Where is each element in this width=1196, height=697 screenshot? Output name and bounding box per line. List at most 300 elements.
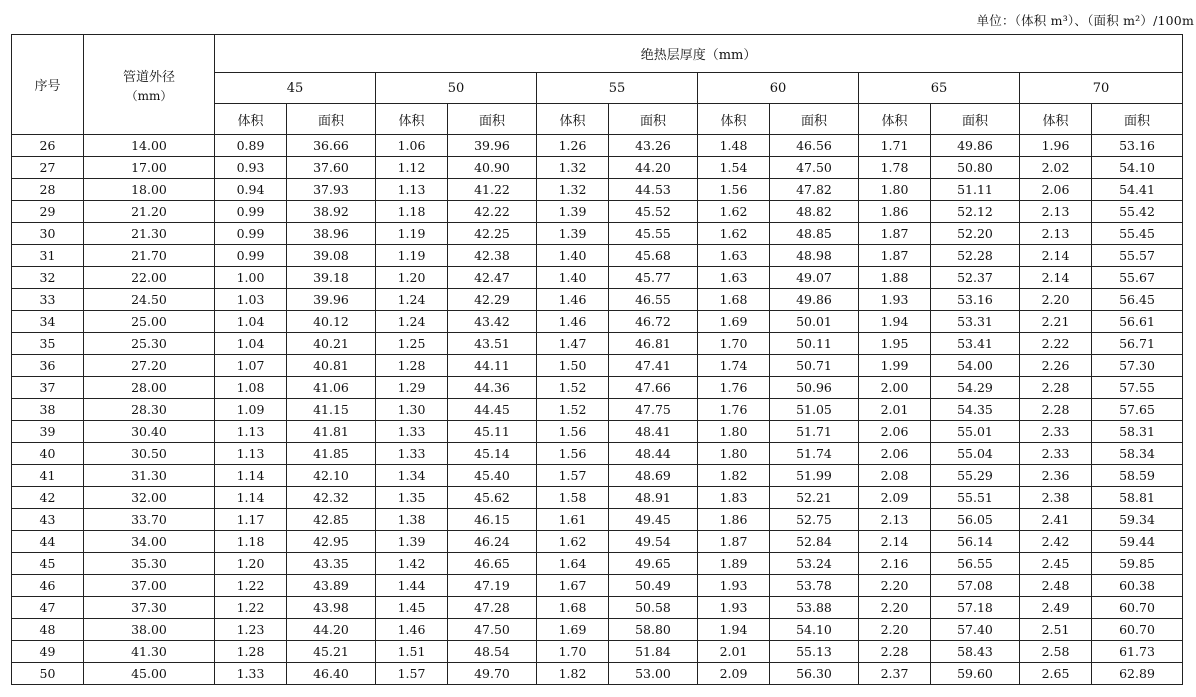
cell-area: 39.18	[287, 267, 376, 289]
cell-volume: 1.19	[376, 223, 448, 245]
cell-diameter: 30.40	[84, 421, 215, 443]
cell-area: 39.96	[448, 135, 537, 157]
cell-area: 45.40	[448, 465, 537, 487]
cell-volume: 1.56	[537, 443, 609, 465]
cell-index: 40	[12, 443, 84, 465]
cell-area: 57.40	[931, 619, 1020, 641]
cell-volume: 2.14	[859, 531, 931, 553]
cell-volume: 2.02	[1020, 157, 1092, 179]
cell-volume: 2.41	[1020, 509, 1092, 531]
header-thickness-value: 55	[537, 73, 698, 104]
cell-volume: 1.34	[376, 465, 448, 487]
cell-area: 46.40	[287, 663, 376, 685]
cell-volume: 1.76	[698, 377, 770, 399]
table-row	[12, 245, 1183, 267]
header-thickness-value: 60	[698, 73, 859, 104]
cell-volume: 1.45	[376, 597, 448, 619]
cell-area: 59.60	[931, 663, 1020, 685]
table-row	[12, 531, 1183, 553]
header-thickness-value: 45	[215, 73, 376, 104]
cell-volume: 1.12	[376, 157, 448, 179]
cell-index: 44	[12, 531, 84, 553]
table-row	[12, 223, 1183, 245]
cell-volume: 1.52	[537, 377, 609, 399]
cell-area: 40.21	[287, 333, 376, 355]
header-volume: 体积	[215, 104, 287, 135]
cell-area: 43.98	[287, 597, 376, 619]
cell-volume: 2.01	[698, 641, 770, 663]
cell-volume: 2.49	[1020, 597, 1092, 619]
cell-area: 53.88	[770, 597, 859, 619]
cell-index: 28	[12, 179, 84, 201]
table-row	[12, 597, 1183, 619]
cell-index: 30	[12, 223, 84, 245]
cell-area: 48.41	[609, 421, 698, 443]
table-row	[12, 487, 1183, 509]
cell-area: 49.07	[770, 267, 859, 289]
header-diameter	[84, 35, 215, 135]
cell-area: 40.12	[287, 311, 376, 333]
cell-volume: 1.68	[537, 597, 609, 619]
cell-volume: 0.94	[215, 179, 287, 201]
cell-volume: 2.65	[1020, 663, 1092, 685]
cell-area: 55.51	[931, 487, 1020, 509]
cell-area: 47.50	[448, 619, 537, 641]
table-row	[12, 641, 1183, 663]
cell-area: 52.84	[770, 531, 859, 553]
cell-volume: 2.13	[1020, 223, 1092, 245]
cell-diameter: 28.00	[84, 377, 215, 399]
cell-area: 57.55	[1092, 377, 1183, 399]
cell-diameter: 32.00	[84, 487, 215, 509]
cell-index: 39	[12, 421, 84, 443]
cell-area: 59.85	[1092, 553, 1183, 575]
cell-area: 47.19	[448, 575, 537, 597]
cell-area: 54.10	[770, 619, 859, 641]
cell-volume: 2.38	[1020, 487, 1092, 509]
cell-diameter: 28.30	[84, 399, 215, 421]
cell-area: 47.82	[770, 179, 859, 201]
cell-area: 53.24	[770, 553, 859, 575]
cell-area: 51.99	[770, 465, 859, 487]
cell-volume: 2.33	[1020, 443, 1092, 465]
cell-area: 49.70	[448, 663, 537, 685]
cell-index: 41	[12, 465, 84, 487]
cell-diameter: 31.30	[84, 465, 215, 487]
cell-volume: 2.14	[1020, 267, 1092, 289]
cell-volume: 1.23	[215, 619, 287, 641]
cell-volume: 1.46	[537, 289, 609, 311]
cell-volume: 1.13	[376, 179, 448, 201]
cell-area: 48.85	[770, 223, 859, 245]
cell-volume: 2.58	[1020, 641, 1092, 663]
cell-index: 35	[12, 333, 84, 355]
cell-volume: 1.39	[537, 223, 609, 245]
cell-volume: 1.26	[537, 135, 609, 157]
cell-area: 43.89	[287, 575, 376, 597]
cell-area: 45.21	[287, 641, 376, 663]
cell-volume: 2.14	[1020, 245, 1092, 267]
cell-volume: 1.86	[698, 509, 770, 531]
cell-volume: 1.78	[859, 157, 931, 179]
cell-index: 26	[12, 135, 84, 157]
header-area: 面积	[931, 104, 1020, 135]
cell-area: 53.31	[931, 311, 1020, 333]
table-row	[12, 575, 1183, 597]
cell-volume: 1.80	[698, 443, 770, 465]
cell-area: 56.71	[1092, 333, 1183, 355]
cell-index: 31	[12, 245, 84, 267]
cell-area: 45.14	[448, 443, 537, 465]
cell-area: 52.28	[931, 245, 1020, 267]
cell-area: 58.81	[1092, 487, 1183, 509]
table-row	[12, 509, 1183, 531]
cell-area: 41.81	[287, 421, 376, 443]
cell-area: 38.96	[287, 223, 376, 245]
header-thickness-value: 50	[376, 73, 537, 104]
cell-area: 43.42	[448, 311, 537, 333]
cell-area: 51.11	[931, 179, 1020, 201]
cell-index: 33	[12, 289, 84, 311]
cell-volume: 2.20	[859, 575, 931, 597]
cell-volume: 1.40	[537, 245, 609, 267]
cell-diameter: 21.30	[84, 223, 215, 245]
cell-volume: 1.30	[376, 399, 448, 421]
cell-area: 42.38	[448, 245, 537, 267]
cell-index: 42	[12, 487, 84, 509]
cell-area: 46.15	[448, 509, 537, 531]
cell-volume: 1.20	[215, 553, 287, 575]
cell-area: 43.35	[287, 553, 376, 575]
cell-volume: 1.07	[215, 355, 287, 377]
cell-area: 55.13	[770, 641, 859, 663]
cell-area: 44.20	[287, 619, 376, 641]
cell-area: 52.21	[770, 487, 859, 509]
cell-volume: 1.76	[698, 399, 770, 421]
cell-area: 49.45	[609, 509, 698, 531]
cell-area: 54.35	[931, 399, 1020, 421]
cell-area: 60.70	[1092, 597, 1183, 619]
cell-volume: 1.58	[537, 487, 609, 509]
header-area: 面积	[609, 104, 698, 135]
cell-index: 29	[12, 201, 84, 223]
cell-diameter: 30.50	[84, 443, 215, 465]
cell-area: 41.06	[287, 377, 376, 399]
cell-volume: 0.99	[215, 201, 287, 223]
cell-volume: 2.45	[1020, 553, 1092, 575]
cell-volume: 1.87	[859, 245, 931, 267]
cell-volume: 1.03	[215, 289, 287, 311]
cell-area: 50.11	[770, 333, 859, 355]
cell-area: 54.10	[1092, 157, 1183, 179]
cell-volume: 1.08	[215, 377, 287, 399]
table-body	[12, 135, 1183, 685]
cell-volume: 1.18	[376, 201, 448, 223]
unit-note: 单位：（体积 m³）、（面积 m²）/100m	[976, 13, 1194, 28]
cell-volume: 1.13	[215, 443, 287, 465]
cell-index: 48	[12, 619, 84, 641]
cell-volume: 0.99	[215, 245, 287, 267]
cell-volume: 1.82	[537, 663, 609, 685]
cell-area: 49.86	[770, 289, 859, 311]
table-row	[12, 377, 1183, 399]
cell-area: 50.01	[770, 311, 859, 333]
cell-volume: 1.95	[859, 333, 931, 355]
cell-volume: 1.80	[698, 421, 770, 443]
cell-area: 44.11	[448, 355, 537, 377]
cell-volume: 1.46	[376, 619, 448, 641]
cell-area: 58.34	[1092, 443, 1183, 465]
header-thickness-value: 65	[859, 73, 1020, 104]
cell-index: 46	[12, 575, 84, 597]
cell-volume: 1.63	[698, 267, 770, 289]
table-row	[12, 333, 1183, 355]
cell-volume: 1.13	[215, 421, 287, 443]
cell-volume: 2.37	[859, 663, 931, 685]
cell-area: 40.90	[448, 157, 537, 179]
cell-area: 42.25	[448, 223, 537, 245]
cell-area: 46.55	[609, 289, 698, 311]
header-volume: 体积	[859, 104, 931, 135]
table-row	[12, 443, 1183, 465]
cell-diameter: 38.00	[84, 619, 215, 641]
cell-diameter: 14.00	[84, 135, 215, 157]
cell-volume: 2.28	[1020, 399, 1092, 421]
cell-volume: 1.62	[698, 223, 770, 245]
cell-diameter: 17.00	[84, 157, 215, 179]
cell-index: 34	[12, 311, 84, 333]
cell-diameter: 35.30	[84, 553, 215, 575]
header-area: 面积	[1092, 104, 1183, 135]
cell-area: 42.29	[448, 289, 537, 311]
cell-diameter: 33.70	[84, 509, 215, 531]
cell-volume: 1.28	[376, 355, 448, 377]
cell-area: 58.80	[609, 619, 698, 641]
cell-area: 44.45	[448, 399, 537, 421]
cell-area: 43.26	[609, 135, 698, 157]
cell-volume: 2.22	[1020, 333, 1092, 355]
cell-volume: 1.24	[376, 311, 448, 333]
cell-volume: 1.38	[376, 509, 448, 531]
cell-area: 45.11	[448, 421, 537, 443]
cell-volume: 2.33	[1020, 421, 1092, 443]
header-volume: 体积	[1020, 104, 1092, 135]
header-volume: 体积	[376, 104, 448, 135]
cell-volume: 1.57	[376, 663, 448, 685]
table-row	[12, 179, 1183, 201]
cell-volume: 2.16	[859, 553, 931, 575]
cell-area: 41.22	[448, 179, 537, 201]
cell-area: 60.70	[1092, 619, 1183, 641]
cell-volume: 1.39	[537, 201, 609, 223]
table-row	[12, 553, 1183, 575]
cell-index: 27	[12, 157, 84, 179]
cell-area: 42.32	[287, 487, 376, 509]
cell-volume: 1.09	[215, 399, 287, 421]
cell-volume: 2.01	[859, 399, 931, 421]
cell-volume: 1.86	[859, 201, 931, 223]
cell-area: 48.98	[770, 245, 859, 267]
cell-area: 45.52	[609, 201, 698, 223]
cell-area: 59.34	[1092, 509, 1183, 531]
cell-area: 42.47	[448, 267, 537, 289]
cell-volume: 0.99	[215, 223, 287, 245]
cell-area: 44.20	[609, 157, 698, 179]
cell-area: 39.96	[287, 289, 376, 311]
cell-volume: 1.42	[376, 553, 448, 575]
cell-volume: 1.68	[698, 289, 770, 311]
cell-volume: 2.21	[1020, 311, 1092, 333]
cell-diameter: 25.30	[84, 333, 215, 355]
cell-volume: 1.57	[537, 465, 609, 487]
cell-area: 55.42	[1092, 201, 1183, 223]
cell-volume: 1.04	[215, 311, 287, 333]
cell-area: 61.73	[1092, 641, 1183, 663]
cell-area: 56.61	[1092, 311, 1183, 333]
cell-volume: 1.94	[859, 311, 931, 333]
cell-area: 51.84	[609, 641, 698, 663]
cell-area: 57.08	[931, 575, 1020, 597]
cell-area: 51.71	[770, 421, 859, 443]
cell-volume: 1.50	[537, 355, 609, 377]
cell-volume: 0.89	[215, 135, 287, 157]
cell-volume: 1.06	[376, 135, 448, 157]
cell-volume: 1.70	[698, 333, 770, 355]
cell-volume: 1.99	[859, 355, 931, 377]
cell-volume: 1.22	[215, 575, 287, 597]
cell-area: 41.15	[287, 399, 376, 421]
cell-diameter: 37.00	[84, 575, 215, 597]
insulation-table	[11, 34, 1183, 685]
cell-volume: 2.06	[859, 421, 931, 443]
cell-volume: 1.93	[859, 289, 931, 311]
cell-area: 58.59	[1092, 465, 1183, 487]
cell-area: 55.45	[1092, 223, 1183, 245]
table-row	[12, 619, 1183, 641]
header-area: 面积	[770, 104, 859, 135]
cell-area: 47.50	[770, 157, 859, 179]
cell-area: 45.68	[609, 245, 698, 267]
cell-area: 50.96	[770, 377, 859, 399]
cell-area: 47.75	[609, 399, 698, 421]
cell-area: 53.78	[770, 575, 859, 597]
cell-area: 48.69	[609, 465, 698, 487]
cell-volume: 2.06	[1020, 179, 1092, 201]
cell-volume: 2.51	[1020, 619, 1092, 641]
cell-volume: 1.87	[698, 531, 770, 553]
table-row	[12, 465, 1183, 487]
cell-area: 37.93	[287, 179, 376, 201]
cell-volume: 1.20	[376, 267, 448, 289]
cell-area: 45.62	[448, 487, 537, 509]
cell-volume: 2.06	[859, 443, 931, 465]
cell-area: 42.95	[287, 531, 376, 553]
cell-volume: 1.93	[698, 597, 770, 619]
cell-volume: 1.70	[537, 641, 609, 663]
cell-volume: 1.69	[698, 311, 770, 333]
cell-area: 38.92	[287, 201, 376, 223]
cell-volume: 1.69	[537, 619, 609, 641]
cell-area: 54.00	[931, 355, 1020, 377]
cell-volume: 1.52	[537, 399, 609, 421]
cell-area: 57.18	[931, 597, 1020, 619]
cell-volume: 1.25	[376, 333, 448, 355]
cell-volume: 1.83	[698, 487, 770, 509]
cell-area: 47.41	[609, 355, 698, 377]
cell-index: 49	[12, 641, 84, 663]
header-diameter-label: 管道外径	[122, 69, 175, 85]
cell-area: 40.81	[287, 355, 376, 377]
cell-area: 44.53	[609, 179, 698, 201]
cell-area: 52.75	[770, 509, 859, 531]
cell-volume: 1.87	[859, 223, 931, 245]
cell-area: 53.41	[931, 333, 1020, 355]
cell-volume: 1.14	[215, 465, 287, 487]
cell-area: 53.16	[931, 289, 1020, 311]
cell-area: 52.20	[931, 223, 1020, 245]
cell-volume: 2.13	[1020, 201, 1092, 223]
cell-volume: 2.28	[1020, 377, 1092, 399]
cell-area: 46.65	[448, 553, 537, 575]
cell-index: 47	[12, 597, 84, 619]
cell-area: 58.43	[931, 641, 1020, 663]
cell-diameter: 21.70	[84, 245, 215, 267]
cell-volume: 1.48	[698, 135, 770, 157]
cell-volume: 1.51	[376, 641, 448, 663]
cell-volume: 1.46	[537, 311, 609, 333]
header-area: 面积	[287, 104, 376, 135]
header-thickness: 绝热层厚度（mm）	[215, 35, 1183, 73]
cell-volume: 1.89	[698, 553, 770, 575]
cell-volume: 1.22	[215, 597, 287, 619]
cell-volume: 2.00	[859, 377, 931, 399]
cell-index: 50	[12, 663, 84, 685]
table-row	[12, 663, 1183, 685]
cell-area: 54.41	[1092, 179, 1183, 201]
cell-diameter: 34.00	[84, 531, 215, 553]
cell-area: 47.66	[609, 377, 698, 399]
cell-volume: 1.24	[376, 289, 448, 311]
cell-area: 56.55	[931, 553, 1020, 575]
cell-area: 46.56	[770, 135, 859, 157]
cell-volume: 1.62	[698, 201, 770, 223]
cell-area: 46.81	[609, 333, 698, 355]
cell-area: 47.28	[448, 597, 537, 619]
cell-area: 56.14	[931, 531, 1020, 553]
header-volume: 体积	[698, 104, 770, 135]
cell-area: 44.36	[448, 377, 537, 399]
cell-area: 42.10	[287, 465, 376, 487]
header-index: 序号	[12, 35, 84, 135]
cell-volume: 1.17	[215, 509, 287, 531]
cell-area: 59.44	[1092, 531, 1183, 553]
cell-area: 56.05	[931, 509, 1020, 531]
cell-volume: 1.96	[1020, 135, 1092, 157]
table-row	[12, 157, 1183, 179]
cell-area: 42.22	[448, 201, 537, 223]
cell-volume: 1.19	[376, 245, 448, 267]
cell-diameter: 41.30	[84, 641, 215, 663]
cell-volume: 1.54	[698, 157, 770, 179]
table-row	[12, 355, 1183, 377]
cell-area: 37.60	[287, 157, 376, 179]
cell-volume: 1.62	[537, 531, 609, 553]
cell-volume: 2.20	[1020, 289, 1092, 311]
cell-area: 46.24	[448, 531, 537, 553]
cell-volume: 1.80	[859, 179, 931, 201]
cell-volume: 2.08	[859, 465, 931, 487]
cell-volume: 1.32	[537, 157, 609, 179]
